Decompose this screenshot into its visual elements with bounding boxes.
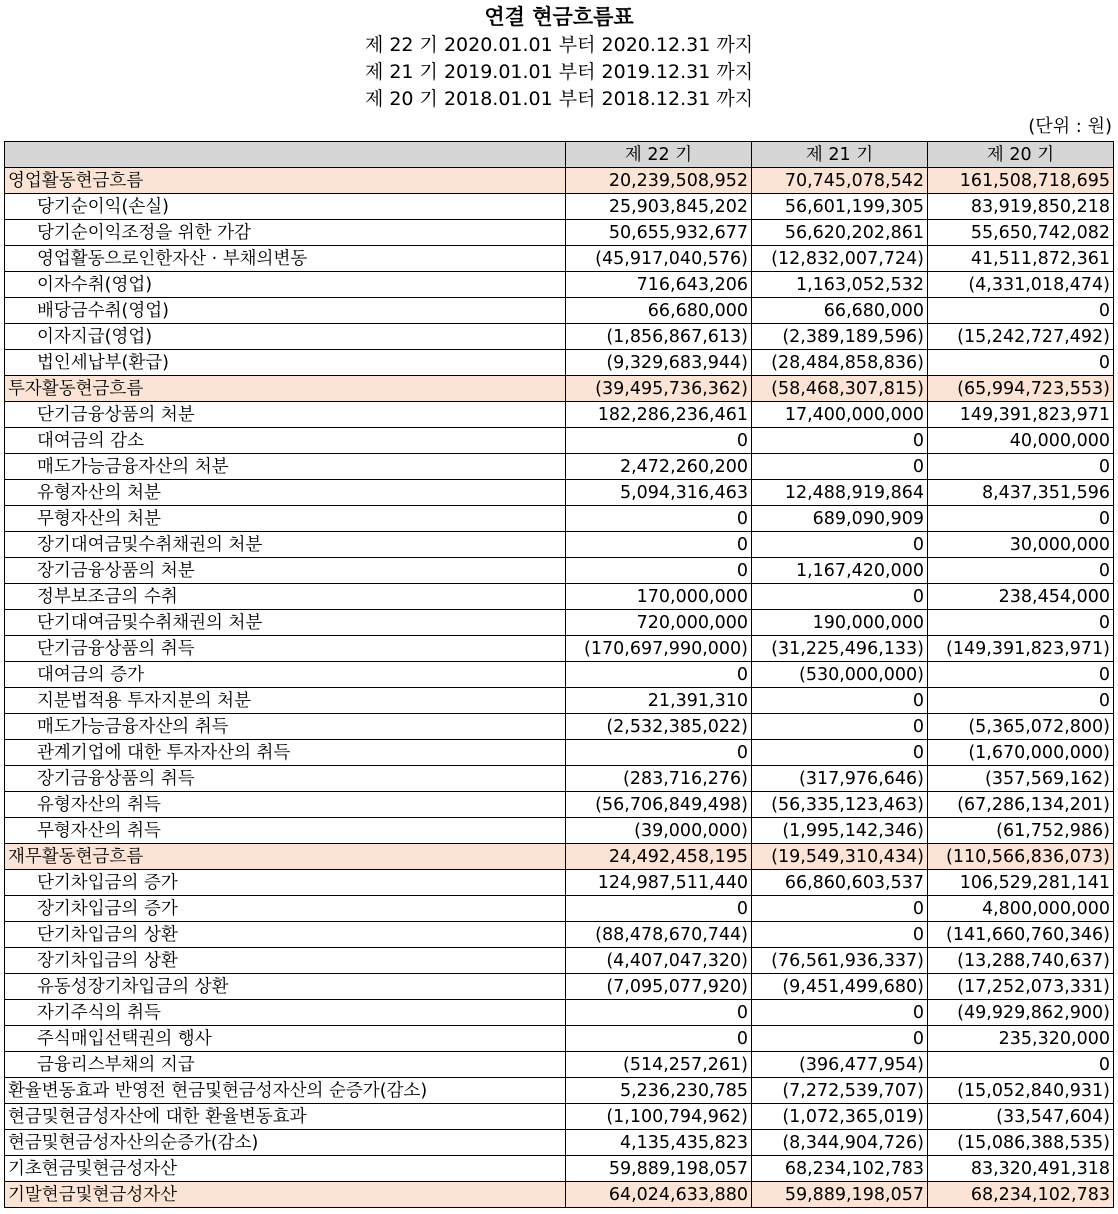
table-row <box>5 324 1114 350</box>
table-row <box>5 818 1114 844</box>
value-cell-period-20: 0 <box>928 558 1114 584</box>
table-row <box>5 168 1114 194</box>
table-row <box>5 272 1114 298</box>
row-label: 단기차입금의 증가 <box>5 870 566 896</box>
value-cell-period-22: 716,643,206 <box>566 272 752 298</box>
period-line-20: 제 20 기 2018.01.01 부터 2018.12.31 까지 <box>364 88 754 110</box>
row-label: 영업활동현금흐름 <box>5 168 566 194</box>
value-cell-period-21: 68,234,102,783 <box>752 1156 928 1182</box>
row-label: 기초현금및현금성자산 <box>5 1156 566 1182</box>
value-cell-period-21: (76,561,936,337) <box>752 948 928 974</box>
row-label: 단기금융상품의 처분 <box>5 402 566 428</box>
row-label: 투자활동현금흐름 <box>5 376 566 402</box>
value-cell-period-21: (317,976,646) <box>752 766 928 792</box>
value-cell-period-20: (65,994,723,553) <box>928 376 1114 402</box>
table-row <box>5 948 1114 974</box>
value-cell-period-22: 0 <box>566 740 752 766</box>
value-cell-period-21: 66,860,603,537 <box>752 870 928 896</box>
value-cell-period-22: 0 <box>566 896 752 922</box>
value-cell-period-22: 0 <box>566 662 752 688</box>
table-row <box>5 480 1114 506</box>
row-label: 재무활동현금흐름 <box>5 844 566 870</box>
row-label: 정부보조금의 수취 <box>5 584 566 610</box>
table-row <box>5 402 1114 428</box>
value-cell-period-20: 0 <box>928 610 1114 636</box>
table-row <box>5 246 1114 272</box>
value-cell-period-20: 55,650,742,082 <box>928 220 1114 246</box>
row-label: 장기금융상품의 처분 <box>5 558 566 584</box>
row-label: 무형자산의 취득 <box>5 818 566 844</box>
row-label: 지분법적용 투자지분의 처분 <box>5 688 566 714</box>
value-cell-period-22: (170,697,990,000) <box>566 636 752 662</box>
value-cell-period-22: (39,495,736,362) <box>566 376 752 402</box>
table-row <box>5 194 1114 220</box>
value-cell-period-21: (396,477,954) <box>752 1052 928 1078</box>
value-cell-period-21: 12,488,919,864 <box>752 480 928 506</box>
cash-flow-table <box>4 141 1114 1208</box>
value-cell-period-22: 0 <box>566 532 752 558</box>
table-row <box>5 766 1114 792</box>
value-cell-period-22: 720,000,000 <box>566 610 752 636</box>
value-cell-period-21: 689,090,909 <box>752 506 928 532</box>
value-cell-period-22: 21,391,310 <box>566 688 752 714</box>
row-label: 당기순이익조정을 위한 가감 <box>5 220 566 246</box>
value-cell-period-22: (514,257,261) <box>566 1052 752 1078</box>
value-cell-period-21: (19,549,310,434) <box>752 844 928 870</box>
value-cell-period-20: 8,437,351,596 <box>928 480 1114 506</box>
table-row <box>5 350 1114 376</box>
value-cell-period-21: 190,000,000 <box>752 610 928 636</box>
value-cell-period-20: 68,234,102,783 <box>928 1182 1114 1208</box>
table-row <box>5 740 1114 766</box>
row-label: 현금및현금성자산의순증가(감소) <box>5 1130 566 1156</box>
value-cell-period-20: (141,660,760,346) <box>928 922 1114 948</box>
value-cell-period-20: 4,800,000,000 <box>928 896 1114 922</box>
row-label: 유동성장기차입금의 상환 <box>5 974 566 1000</box>
value-cell-period-22: 64,024,633,880 <box>566 1182 752 1208</box>
table-row <box>5 298 1114 324</box>
row-label: 무형자산의 처분 <box>5 506 566 532</box>
value-cell-period-20: 0 <box>928 506 1114 532</box>
table-row <box>5 896 1114 922</box>
value-cell-period-21: (58,468,307,815) <box>752 376 928 402</box>
value-cell-period-21: (1,995,142,346) <box>752 818 928 844</box>
value-cell-period-22: (56,706,849,498) <box>566 792 752 818</box>
value-cell-period-20: 238,454,000 <box>928 584 1114 610</box>
value-cell-period-21: 56,601,199,305 <box>752 194 928 220</box>
value-cell-period-22: (283,716,276) <box>566 766 752 792</box>
value-cell-period-20: (357,569,162) <box>928 766 1114 792</box>
table-header-row <box>5 142 1114 168</box>
value-cell-period-22: 4,135,435,823 <box>566 1130 752 1156</box>
row-label: 환율변동효과 반영전 현금및현금성자산의 순증가(감소) <box>5 1078 566 1104</box>
table-row <box>5 974 1114 1000</box>
value-cell-period-22: 0 <box>566 558 752 584</box>
period-line-22: 제 22 기 2020.01.01 부터 2020.12.31 까지 <box>364 34 754 56</box>
table-row <box>5 1078 1114 1104</box>
row-label: 기말현금및현금성자산 <box>5 1182 566 1208</box>
header-cell-period-20: 제 20 기 <box>928 142 1114 168</box>
value-cell-period-22: 5,236,230,785 <box>566 1078 752 1104</box>
value-cell-period-20: (110,566,836,073) <box>928 844 1114 870</box>
header-cell-label <box>5 142 566 168</box>
value-cell-period-21: 66,680,000 <box>752 298 928 324</box>
value-cell-period-20: (149,391,823,971) <box>928 636 1114 662</box>
value-cell-period-21: 0 <box>752 454 928 480</box>
value-cell-period-21: (28,484,858,836) <box>752 350 928 376</box>
table-row <box>5 584 1114 610</box>
value-cell-period-21: (530,000,000) <box>752 662 928 688</box>
value-cell-period-20: 0 <box>928 350 1114 376</box>
unit-label: (단위 : 원) <box>1028 116 1112 137</box>
row-label: 매도가능금융자산의 취득 <box>5 714 566 740</box>
row-label: 금융리스부채의 지급 <box>5 1052 566 1078</box>
value-cell-period-20: 161,508,718,695 <box>928 168 1114 194</box>
document-title: 연결 현금흐름표 <box>484 5 634 29</box>
value-cell-period-22: (1,100,794,962) <box>566 1104 752 1130</box>
value-cell-period-20: (15,052,840,931) <box>928 1078 1114 1104</box>
row-label: 장기차입금의 증가 <box>5 896 566 922</box>
value-cell-period-21: 0 <box>752 714 928 740</box>
table-row <box>5 1130 1114 1156</box>
value-cell-period-22: 20,239,508,952 <box>566 168 752 194</box>
value-cell-period-21: 0 <box>752 1000 928 1026</box>
value-cell-period-21: 1,163,052,532 <box>752 272 928 298</box>
value-cell-period-22: 182,286,236,461 <box>566 402 752 428</box>
table-row <box>5 454 1114 480</box>
table-row <box>5 1104 1114 1130</box>
value-cell-period-20: 83,320,491,318 <box>928 1156 1114 1182</box>
value-cell-period-20: 41,511,872,361 <box>928 246 1114 272</box>
value-cell-period-20: 40,000,000 <box>928 428 1114 454</box>
row-label: 장기차입금의 상환 <box>5 948 566 974</box>
row-label: 배당금수취(영업) <box>5 298 566 324</box>
value-cell-period-22: 2,472,260,200 <box>566 454 752 480</box>
value-cell-period-21: (12,832,007,724) <box>752 246 928 272</box>
value-cell-period-21: 0 <box>752 896 928 922</box>
value-cell-period-20: 235,320,000 <box>928 1026 1114 1052</box>
value-cell-period-21: 0 <box>752 740 928 766</box>
table-row <box>5 532 1114 558</box>
value-cell-period-22: 124,987,511,440 <box>566 870 752 896</box>
table-row <box>5 506 1114 532</box>
value-cell-period-22: 66,680,000 <box>566 298 752 324</box>
row-label: 현금및현금성자산에 대한 환율변동효과 <box>5 1104 566 1130</box>
value-cell-period-22: 0 <box>566 506 752 532</box>
table-row <box>5 662 1114 688</box>
value-cell-period-22: (88,478,670,744) <box>566 922 752 948</box>
value-cell-period-20: 0 <box>928 688 1114 714</box>
table-row <box>5 610 1114 636</box>
row-label: 매도가능금융자산의 처분 <box>5 454 566 480</box>
row-label: 당기순이익(손실) <box>5 194 566 220</box>
row-label: 대여금의 감소 <box>5 428 566 454</box>
value-cell-period-20: (15,242,727,492) <box>928 324 1114 350</box>
value-cell-period-22: 50,655,932,677 <box>566 220 752 246</box>
table-row <box>5 1026 1114 1052</box>
value-cell-period-22: 170,000,000 <box>566 584 752 610</box>
row-label: 단기대여금및수취채권의 처분 <box>5 610 566 636</box>
table-row <box>5 1156 1114 1182</box>
value-cell-period-22: (45,917,040,576) <box>566 246 752 272</box>
table-row <box>5 922 1114 948</box>
table-row <box>5 1052 1114 1078</box>
value-cell-period-21: (9,451,499,680) <box>752 974 928 1000</box>
value-cell-period-21: 17,400,000,000 <box>752 402 928 428</box>
table-row <box>5 1000 1114 1026</box>
value-cell-period-21: 59,889,198,057 <box>752 1182 928 1208</box>
row-label: 이자수취(영업) <box>5 272 566 298</box>
value-cell-period-20: 0 <box>928 1052 1114 1078</box>
row-label: 단기금융상품의 취득 <box>5 636 566 662</box>
value-cell-period-22: (9,329,683,944) <box>566 350 752 376</box>
value-cell-period-21: 56,620,202,861 <box>752 220 928 246</box>
value-cell-period-21: (8,344,904,726) <box>752 1130 928 1156</box>
value-cell-period-20: 106,529,281,141 <box>928 870 1114 896</box>
value-cell-period-20: 0 <box>928 298 1114 324</box>
value-cell-period-22: (1,856,867,613) <box>566 324 752 350</box>
value-cell-period-21: (31,225,496,133) <box>752 636 928 662</box>
table-row <box>5 792 1114 818</box>
row-label: 단기차입금의 상환 <box>5 922 566 948</box>
value-cell-period-21: (7,272,539,707) <box>752 1078 928 1104</box>
table-row <box>5 376 1114 402</box>
value-cell-period-22: 0 <box>566 1026 752 1052</box>
table-row <box>5 844 1114 870</box>
value-cell-period-21: (2,389,189,596) <box>752 324 928 350</box>
table-row <box>5 558 1114 584</box>
value-cell-period-21: 0 <box>752 1026 928 1052</box>
header-cell-period-21: 제 21 기 <box>752 142 928 168</box>
table-row <box>5 714 1114 740</box>
value-cell-period-20: (49,929,862,900) <box>928 1000 1114 1026</box>
value-cell-period-22: 59,889,198,057 <box>566 1156 752 1182</box>
value-cell-period-22: 0 <box>566 428 752 454</box>
value-cell-period-22: 5,094,316,463 <box>566 480 752 506</box>
period-line-21: 제 21 기 2019.01.01 부터 2019.12.31 까지 <box>364 61 754 83</box>
value-cell-period-20: (33,547,604) <box>928 1104 1114 1130</box>
value-cell-period-21: 1,167,420,000 <box>752 558 928 584</box>
row-label: 장기금융상품의 취득 <box>5 766 566 792</box>
value-cell-period-22: 0 <box>566 1000 752 1026</box>
value-cell-period-22: (39,000,000) <box>566 818 752 844</box>
value-cell-period-20: (17,252,073,331) <box>928 974 1114 1000</box>
value-cell-period-20: (15,086,388,535) <box>928 1130 1114 1156</box>
value-cell-period-21: (1,072,365,019) <box>752 1104 928 1130</box>
value-cell-period-20: 30,000,000 <box>928 532 1114 558</box>
value-cell-period-20: (61,752,986) <box>928 818 1114 844</box>
table-row <box>5 220 1114 246</box>
value-cell-period-22: 24,492,458,195 <box>566 844 752 870</box>
value-cell-period-21: 0 <box>752 688 928 714</box>
value-cell-period-20: (67,286,134,201) <box>928 792 1114 818</box>
row-label: 장기대여금및수취채권의 처분 <box>5 532 566 558</box>
table-row <box>5 870 1114 896</box>
table-row <box>5 1182 1114 1208</box>
value-cell-period-21: 0 <box>752 428 928 454</box>
value-cell-period-21: 0 <box>752 922 928 948</box>
value-cell-period-22: (7,095,077,920) <box>566 974 752 1000</box>
row-label: 유형자산의 취득 <box>5 792 566 818</box>
row-label: 관계기업에 대한 투자자산의 취득 <box>5 740 566 766</box>
table-body <box>5 168 1114 1208</box>
value-cell-period-21: 0 <box>752 584 928 610</box>
value-cell-period-20: (5,365,072,800) <box>928 714 1114 740</box>
value-cell-period-22: (4,407,047,320) <box>566 948 752 974</box>
value-cell-period-21: 70,745,078,542 <box>752 168 928 194</box>
table-row <box>5 428 1114 454</box>
value-cell-period-22: 25,903,845,202 <box>566 194 752 220</box>
value-cell-period-22: (2,532,385,022) <box>566 714 752 740</box>
row-label: 자기주식의 취득 <box>5 1000 566 1026</box>
row-label: 주식매입선택권의 행사 <box>5 1026 566 1052</box>
value-cell-period-20: 83,919,850,218 <box>928 194 1114 220</box>
table-row <box>5 636 1114 662</box>
row-label: 이자지급(영업) <box>5 324 566 350</box>
value-cell-period-21: (56,335,123,463) <box>752 792 928 818</box>
row-label: 대여금의 증가 <box>5 662 566 688</box>
value-cell-period-21: 0 <box>752 532 928 558</box>
value-cell-period-20: 149,391,823,971 <box>928 402 1114 428</box>
row-label: 유형자산의 처분 <box>5 480 566 506</box>
value-cell-period-20: (13,288,740,637) <box>928 948 1114 974</box>
table-row <box>5 688 1114 714</box>
value-cell-period-20: 0 <box>928 662 1114 688</box>
row-label: 법인세납부(환급) <box>5 350 566 376</box>
value-cell-period-20: 0 <box>928 454 1114 480</box>
row-label: 영업활동으로인한자산 · 부채의변동 <box>5 246 566 272</box>
header-cell-period-22: 제 22 기 <box>566 142 752 168</box>
value-cell-period-20: (4,331,018,474) <box>928 272 1114 298</box>
value-cell-period-20: (1,670,000,000) <box>928 740 1114 766</box>
